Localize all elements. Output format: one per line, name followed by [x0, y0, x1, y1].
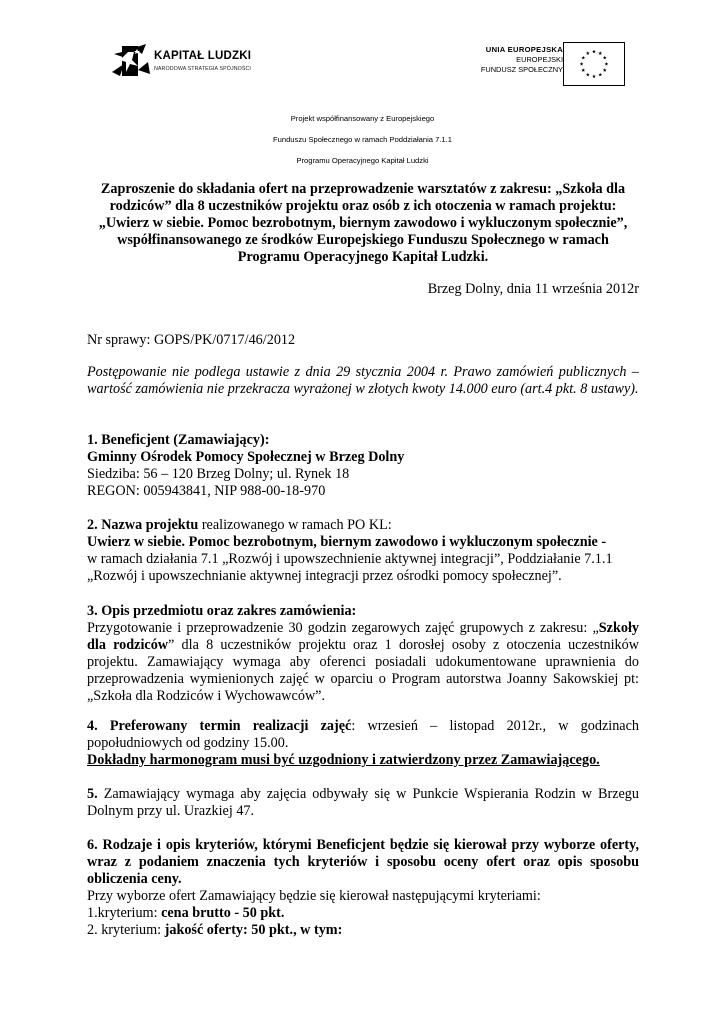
eu-star-icon	[586, 73, 590, 77]
kapital-ludzki-emblem-icon	[108, 44, 154, 78]
project-note-line: Funduszu Społecznego w ramach Poddziałania 7.1.1	[273, 135, 452, 144]
eu-star-icon	[603, 56, 607, 60]
eu-star-icon	[592, 50, 596, 54]
eu-star-icon	[581, 56, 585, 60]
legal-note: Postępowanie nie podlega ustawie z dnia 29 stycznia 2004 r. Prawo zamówień publicznych – wartość zamówienia nie przekracza wyrażonej w złotych kwoty 14.000 euro (art.4 pkt. 8 ustawy).	[87, 364, 639, 397]
kl-logo-subtitle: NARODOWA STRATEGIA SPÓJNOŚCI	[154, 66, 251, 72]
section-subject	[87, 603, 639, 705]
section6-heading: 6. Rodzaje i opis kryteriów, którymi Beneficjent będzie się kierował przy wyborze oferty, wraz z podaniem znaczenia tych kryteriów i sposobu oceny ofert oraz opis sposobu obliczenia ceny.	[87, 837, 639, 887]
eu-logo-line1: UNIA EUROPEJSKA	[485, 45, 563, 54]
eu-logo-text	[481, 45, 563, 75]
beneficiary-name: Gminny Ośrodek Pomocy Społecznej w Brzeg Dolny	[87, 449, 405, 465]
project-cofinancing-note	[0, 108, 725, 171]
eu-flag-icon	[563, 42, 625, 86]
eu-star-icon	[581, 68, 585, 72]
project-name: Uwierz w siebie. Pomoc bezrobotnym, biernym zawodowo i wykluczonym społecznie -	[87, 534, 607, 550]
section2-heading-rest: realizowanego w ramach PO KL:	[198, 517, 392, 533]
eu-star-icon	[605, 62, 609, 66]
beneficiary-address: Siedziba: 56 – 120 Brzeg Dolny; ul. Rynek 18	[87, 466, 350, 482]
section-project-name	[87, 517, 639, 585]
criterion2-label: 2. kryterium:	[87, 922, 165, 938]
section6-intro: Przy wyborze ofert Zamawiający będzie się kierował następującymi kryteriami:	[87, 888, 541, 904]
eu-star-icon	[603, 68, 607, 72]
section4-heading: 4. Preferowany termin realizacji zajęć	[87, 718, 352, 734]
eu-star-icon	[598, 51, 602, 55]
section4-text: : wrzesień – listopad 2012r., w godzinach popołudniowych od godziny 15.00.	[87, 718, 639, 751]
section-criteria	[87, 837, 639, 939]
project-submeasure: „Rozwój i upowszechnianie aktywnej integracji przez ośrodki pomocy społecznej”.	[87, 568, 562, 584]
section5-text: Zamawiający wymaga aby zajęcia odbywały się w Punkcie Wspierania Rodzin w Brzegu Dolnym przy ul. Urazkiej 47.	[87, 786, 639, 819]
eu-logo-line2: EUROPEJSKI	[516, 55, 563, 64]
criterion1-value: cena brutto - 50 pkt.	[161, 905, 285, 921]
section3-body	[87, 620, 639, 705]
project-note-line: Projekt współfinansowany z Europejskiego	[290, 114, 435, 123]
criterion2-value: jakość oferty: 50 pkt., w tym:	[164, 922, 343, 938]
document-date: Brzeg Dolny, dnia 11 września 2012r	[427, 281, 639, 297]
section-beneficiary	[87, 432, 639, 500]
section4-underlined: Dokładny harmonogram musi być uzgodniony i zatwierdzony przez Zamawiającego.	[87, 752, 600, 768]
eu-star-icon	[598, 73, 602, 77]
section3-text-a: Przygotowanie i przeprowadzenie 30 godzin zegarowych zajęć grupowych z zakresu: „	[87, 620, 599, 636]
section3-heading: 3. Opis przedmiotu oraz zakres zamówienia:	[87, 603, 357, 619]
beneficiary-ids: REGON: 005943841, NIP 988-00-18-970	[87, 483, 326, 499]
section2-heading: 2. Nazwa projektu	[87, 517, 199, 533]
case-number: Nr sprawy: GOPS/PK/0717/46/2012	[87, 332, 296, 348]
criterion1-label: 1.kryterium:	[87, 905, 162, 921]
document-title: Zaproszenie do składania ofert na przeprowadzenie warsztatów z zakresu: „Szkoła dla rodziców” dla 8 uczestników projektu oraz osób z ich otoczenia w ramach projektu: „Uwierz w siebie. Pomoc bezrobotnym, biernym zawodowo i wykluczonym społecznie”, współfinansowanego ze środków Europejskiego Funduszu Społecznego w ramach Programu Operacyjnego Kapitał Ludzki.	[98, 181, 628, 265]
section-schedule	[87, 718, 639, 769]
kapital-ludzki-logo	[108, 44, 268, 80]
project-measure: w ramach działania 7.1 „Rozwój i upowszechnienie aktywnej integracji”, Poddziałanie 7.1.1	[87, 551, 613, 567]
eu-star-icon	[586, 51, 590, 55]
eu-logo	[455, 42, 625, 88]
section3-text-b: ” dla 8 uczestników projektu oraz 1 dorosłej osoby z otoczenia uczestników projektu. Zamawiający wymaga aby oferenci posiadali udokumentowane uprawnienia do przeprowadzenia wymienionych zajęć w oparciu o Program autorstwa Joanny Sakowskiej pt: „Szkoła dla Rodziców i Wychowawców”.	[87, 637, 639, 704]
section3-text-bold: Szkoły dla rodziców	[87, 620, 639, 653]
section1-heading: 1. Beneficjent (Zamawiający):	[87, 432, 270, 448]
eu-logo-line3: FUNDUSZ SPOŁECZNY	[480, 65, 563, 74]
kl-logo-title: KAPITAŁ LUDZKI	[154, 50, 252, 62]
section-location	[87, 786, 639, 820]
section5-number: 5.	[87, 786, 98, 802]
project-note-line: Programu Operacyjnego Kapitał Ludzki	[296, 156, 429, 165]
eu-star-icon	[592, 74, 596, 78]
eu-star-icon	[580, 62, 584, 66]
